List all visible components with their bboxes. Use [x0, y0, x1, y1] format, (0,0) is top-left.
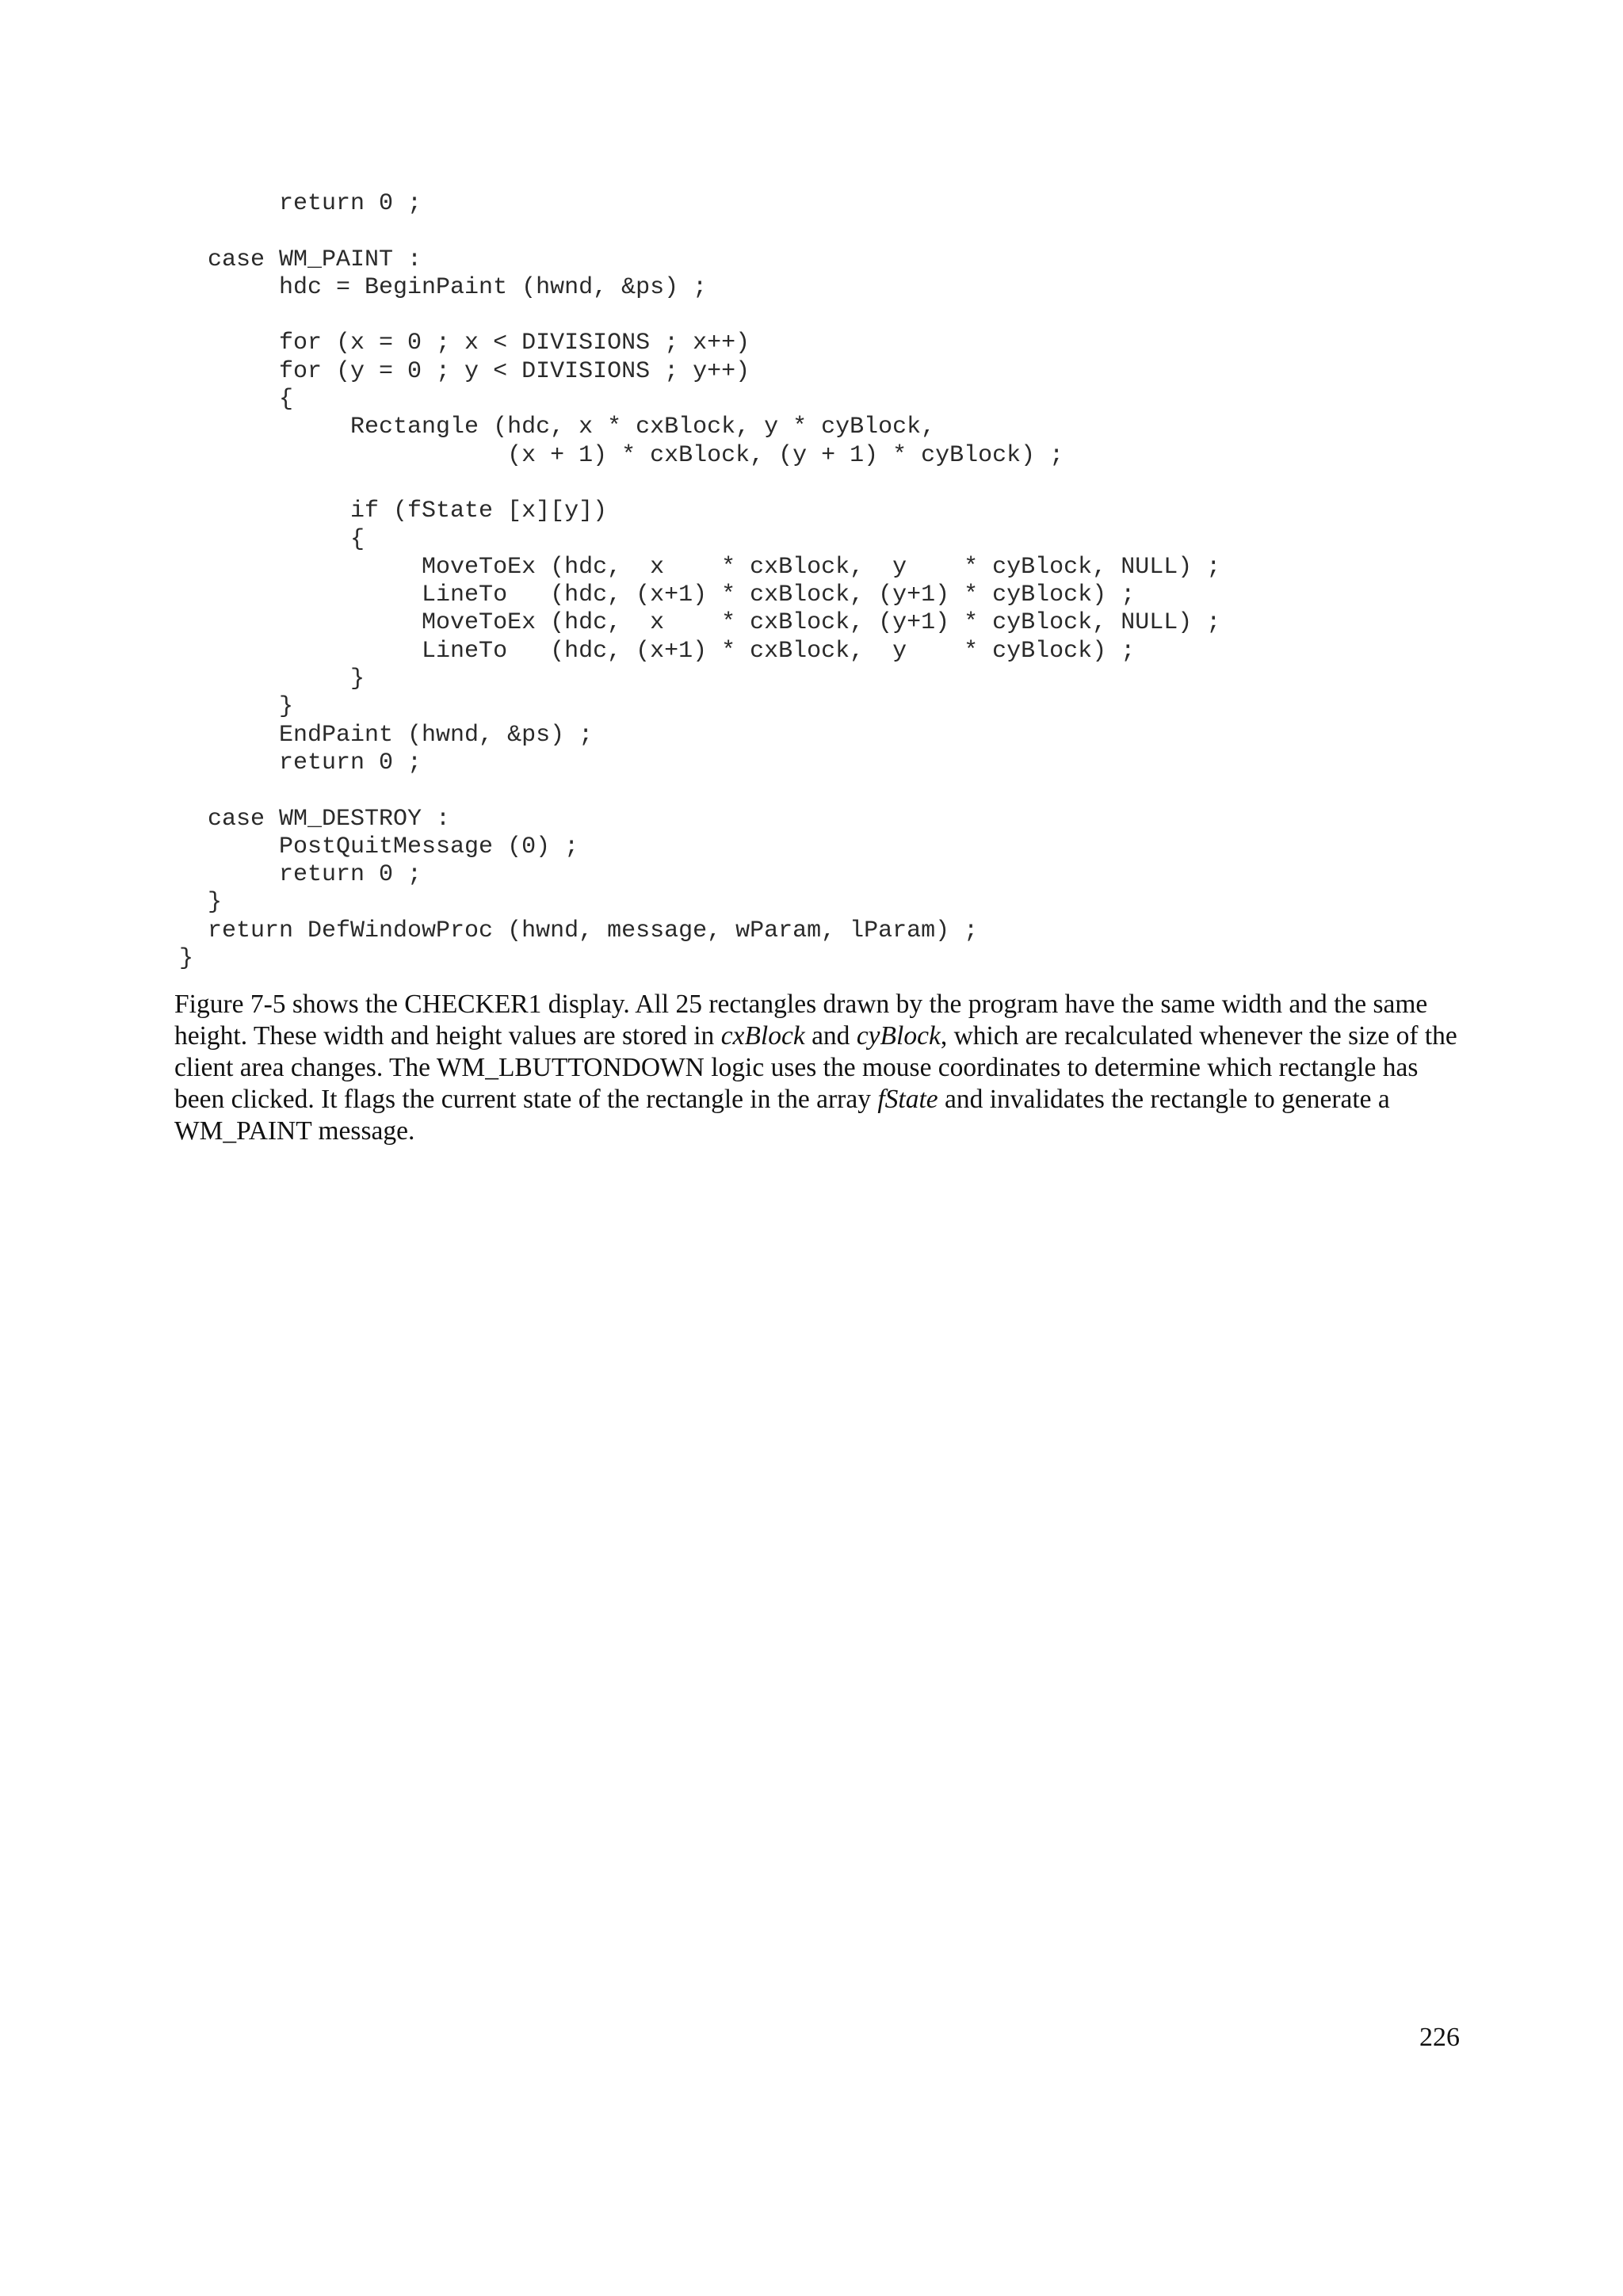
paragraph-text: and [804, 1021, 857, 1051]
code-line: LineTo (hdc, (x+1) * cxBlock, y * cyBlock) ; [179, 637, 1136, 665]
code-line: Rectangle (hdc, x * cxBlock, y * cyBlock, [179, 414, 936, 441]
paragraph-text: , which are recalculated whenever the size of the client area changes. The WM_LBUTTONDOWN logic uses the mouse coordinates to determine which rectangle has been clicked. It flags the current state of the rectangle in the array [174, 1021, 1457, 1114]
code-line: } [179, 666, 365, 693]
code-line: return 0 ; [179, 190, 422, 217]
code-line: for (x = 0 ; x < DIVISIONS ; x++) [179, 330, 750, 357]
code-listing [179, 190, 1220, 973]
code-line: (x + 1) * cxBlock, (y + 1) * cyBlock) ; [179, 441, 1064, 469]
code-line: MoveToEx (hdc, x * cxBlock, y * cyBlock, NULL) ; [179, 553, 1221, 581]
code-line: case WM_PAINT : [179, 246, 422, 273]
code-line: if (fState [x][y]) [179, 498, 608, 525]
code-line [179, 470, 1220, 498]
paragraph-text: Figure 7-5 shows the CHECKER1 display. All 25 rectangles drawn by the program have the same width and the same height. These width and height values are stored in [174, 990, 1428, 1051]
code-line: return 0 ; [179, 861, 422, 889]
code-line: } [179, 693, 294, 721]
code-line [179, 218, 1220, 246]
paragraph-emphasis-fstate: fState [877, 1085, 938, 1114]
code-line: hdc = BeginPaint (hwnd, &ps) ; [179, 273, 708, 301]
page-number: 226 [1419, 2023, 1460, 2052]
paragraph-text: and invalidates the rectangle to generate a WM_PAINT message. [174, 1085, 1390, 1146]
code-line: MoveToEx (hdc, x * cxBlock, (y+1) * cyBlock, NULL) ; [179, 609, 1221, 637]
body-paragraph [174, 989, 1458, 1147]
code-line [179, 777, 1220, 805]
code-line: return DefWindowProc (hwnd, message, wParam, lParam) ; [179, 917, 979, 944]
paragraph-emphasis-cyblock: cyBlock [856, 1021, 941, 1051]
code-line: for (y = 0 ; y < DIVISIONS ; y++) [179, 357, 750, 385]
code-line: } [179, 889, 223, 917]
code-line: LineTo (hdc, (x+1) * cxBlock, (y+1) * cyBlock) ; [179, 582, 1136, 609]
code-line: } [179, 945, 194, 973]
code-line: case WM_DESTROY : [179, 805, 451, 833]
code-line: PostQuitMessage (0) ; [179, 833, 579, 860]
code-line [179, 302, 1220, 330]
code-line: { [179, 386, 294, 414]
paragraph-emphasis-cxblock: cxBlock [720, 1021, 805, 1051]
code-line: return 0 ; [179, 749, 422, 776]
code-line: { [179, 525, 365, 553]
code-line: EndPaint (hwnd, &ps) ; [179, 721, 594, 749]
